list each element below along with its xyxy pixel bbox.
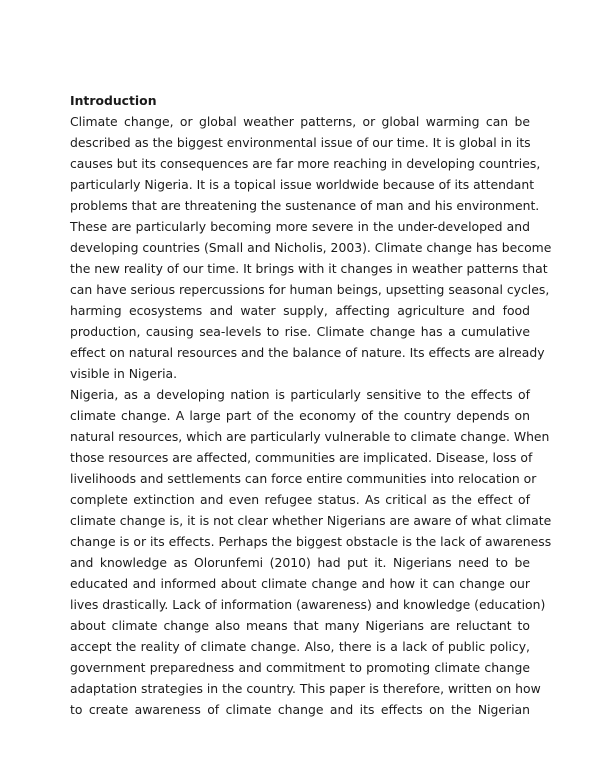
text-line: adaptation strategies in the country. This paper is therefore, written on how	[70, 681, 541, 696]
text-line: livelihoods and settlements can force entire communities into relocation or	[70, 471, 537, 486]
text-line: the new reality of our time. It brings with it changes in weather patterns that	[70, 261, 548, 276]
text-line: harming ecosystems and water supply, affecting agriculture and food	[70, 303, 530, 318]
document-body	[70, 90, 552, 720]
text-line: can have serious repercussions for human beings, upsetting seasonal cycles,	[70, 282, 550, 297]
text-line: accept the reality of climate change. Also, there is a lack of public policy,	[70, 639, 530, 654]
text-line: those resources are affected, communities are implicated. Disease, loss of	[70, 450, 533, 465]
text-line: and knowledge as Olorunfemi (2010) had put it. Nigerians need to be	[70, 555, 530, 570]
text-line: described as the biggest environmental issue of our time. It is global in its	[70, 135, 531, 150]
text-line: visible in Nigeria.	[70, 366, 178, 381]
text-line: Nigeria, as a developing nation is particularly sensitive to the effects of	[70, 387, 530, 402]
body-text	[70, 111, 552, 720]
text-line: causes but its consequences are far more reaching in developing countries,	[70, 156, 541, 171]
text-line: educated and informed about climate change and how it can change our	[70, 576, 530, 591]
text-line: change is or its effects. Perhaps the biggest obstacle is the lack of awareness	[70, 534, 552, 549]
section-heading: Introduction	[70, 93, 157, 108]
text-line: These are particularly becoming more severe in the under-developed and	[70, 219, 530, 234]
text-line: Climate change, or global weather patterns, or global warming can be	[70, 114, 530, 129]
text-line: to create awareness of climate change and its effects on the Nigerian	[70, 702, 530, 717]
text-line: lives drastically. Lack of information (awareness) and knowledge (education)	[70, 597, 546, 612]
text-line: effect on natural resources and the balance of nature. Its effects are already	[70, 345, 545, 360]
text-line: government preparedness and commitment to promoting climate change	[70, 660, 530, 675]
text-line: climate change is, it is not clear whether Nigerians are aware of what climate	[70, 513, 552, 528]
text-line: natural resources, which are particularly vulnerable to climate change. When	[70, 429, 550, 444]
text-line: developing countries (Small and Nicholis, 2003). Climate change has become	[70, 240, 552, 255]
text-line: production, causing sea-levels to rise. Climate change has a cumulative	[70, 324, 530, 339]
text-line: climate change. A large part of the economy of the country depends on	[70, 408, 530, 423]
text-line: problems that are threatening the sustenance of man and his environment.	[70, 198, 540, 213]
text-line: particularly Nigeria. It is a topical issue worldwide because of its attendant	[70, 177, 535, 192]
text-line: about climate change also means that many Nigerians are reluctant to	[70, 618, 530, 633]
text-line: complete extinction and even refugee status. As critical as the effect of	[70, 492, 530, 507]
